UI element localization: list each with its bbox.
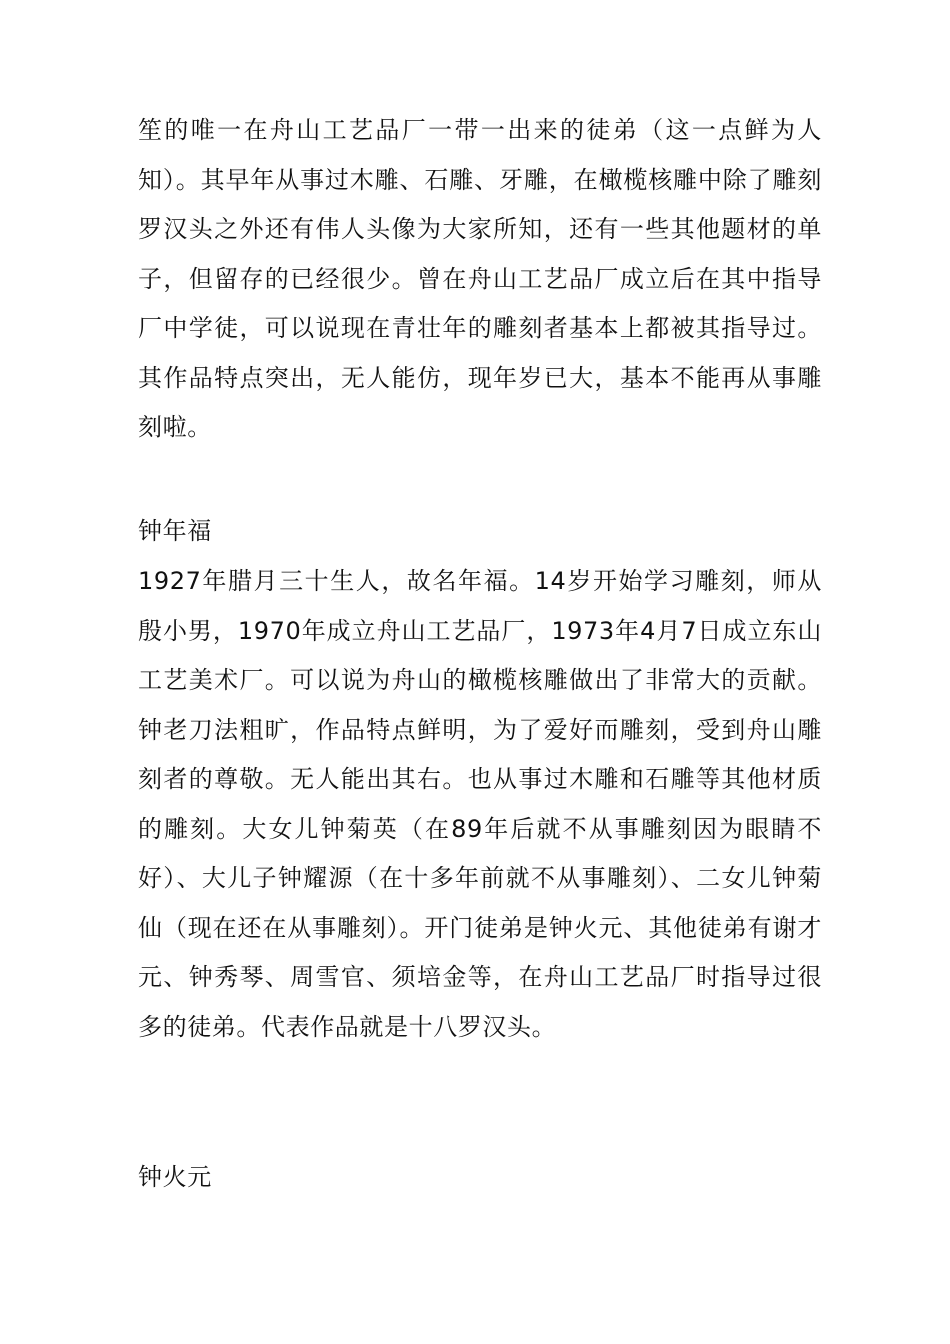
paragraph-zhong-nianfu: 1927年腊月三十生人，故名年福。14岁开始学习雕刻，师从殷小男，1970年成立舟山工艺品厂，1973年4月7日成立东山工艺美术厂。可以说为舟山的橄榄核雕做出了非常大的贡献。钟老刀法粗旷，作品特点鲜明，为了爱好而雕刻，受到舟山雕刻者的尊敬。无人能出其右。也从事过木雕和石雕等其他材质的雕刻。大女儿钟菊英（在89年后就不从事雕刻因为眼睛不好）、大儿子钟耀源（在十多年前就不从事雕刻）、二女儿钟菊仙（现在还在从事雕刻）。开门徒弟是钟火元、其他徒弟有谢才元、钟秀琴、周雪官、须培金等，在舟山工艺品厂时指导过很多的徒弟。代表作品就是十八罗汉头。 bbox=[138, 567, 822, 1041]
section-heading-zhong-huoyuan: 钟火元 bbox=[138, 1163, 212, 1191]
section-heading-zhong-nianfu: 钟年福 bbox=[138, 517, 212, 545]
paragraph-intro: 笙的唯一在舟山工艺品厂一带一出来的徒弟（这一点鲜为人知）。其早年从事过木雕、石雕、牙雕，在橄榄核雕中除了雕刻罗汉头之外还有伟人头像为大家所知，还有一些其他题材的单子，但留存的已经很少。曾在舟山工艺品厂成立后在其中指导厂中学徒，可以说现在青壮年的雕刻者基本上都被其指导过。其作品特点突出，无人能仿，现年岁已大，基本不能再从事雕刻啦。 bbox=[138, 116, 822, 441]
